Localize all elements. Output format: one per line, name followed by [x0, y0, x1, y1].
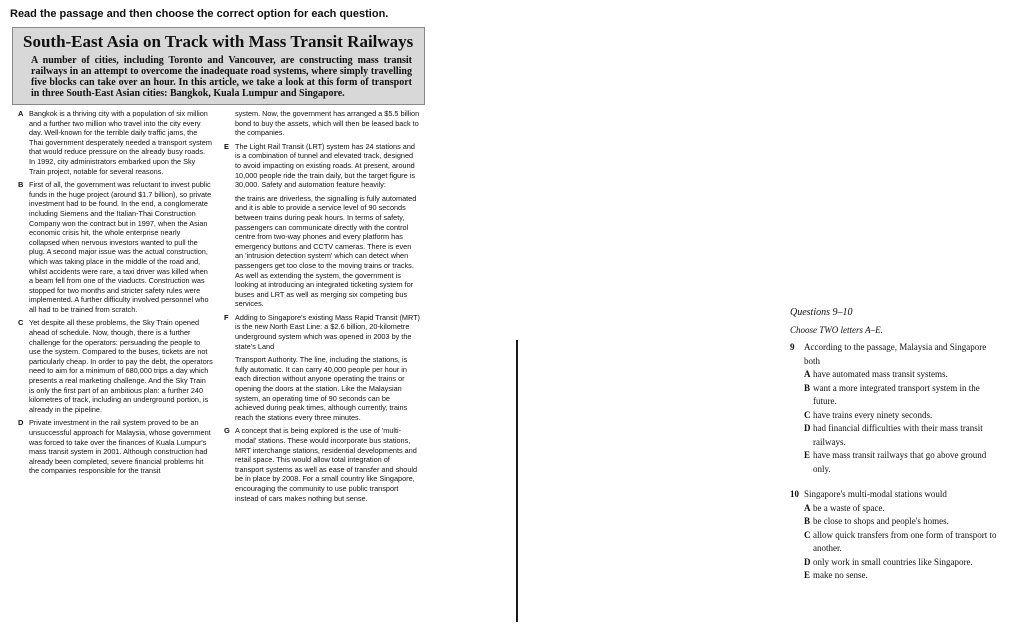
paragraph-letter: E	[224, 141, 230, 151]
paragraph-text: A concept that is being explored is the use of 'multi-modal' stations. These would incorporate bus stations, MRT interchange stations, residential developments and retail space. This would allow total integration of transport systems as well as ease of transfer and should be in place by 2008. For a small country like Singapore, encouraging the community to use public transport instead of cars makes nothing but sense.	[235, 426, 418, 503]
paragraph-c	[18, 318, 213, 414]
article-column-left	[18, 109, 213, 480]
paragraph-text: Adding to Singapore's existing Mass Rapid Transit (MRT) is the new North East Line: a $2.6 billion, 20-kilometre underground system which was opened in 2003 by the state's Land	[235, 312, 420, 351]
questions-heading: Questions 9–10	[790, 307, 853, 318]
paragraph-letter: C	[18, 318, 24, 328]
paragraph-text: Private investment in the rail system proved to be an unsuccessful approach for Malaysia, whose government was forced to take over the finances of Kuala Lumpur's mass transit system in 2001. Although construction had already been completed, severe financial problems hit the companies responsible for the transit	[29, 418, 211, 476]
option-text: have automated mass transit systems.	[813, 369, 948, 379]
instruction-text: Read the passage and then choose the correct option for each question.	[10, 8, 389, 20]
spacer	[790, 476, 1000, 488]
option-text: make no sense.	[813, 570, 868, 580]
article-title: South-East Asia on Track with Mass Transit Railways	[23, 32, 414, 51]
option-text: had financial difficulties with their mass transit railways.	[813, 423, 983, 447]
option-text: allow quick transfers from one form of transport to another.	[813, 529, 997, 553]
paragraph-letter: F	[224, 312, 229, 322]
option-letter: C	[804, 529, 811, 540]
option-9b[interactable]	[790, 382, 1000, 409]
option-10c[interactable]	[790, 529, 1000, 556]
question-text: According to the passage, Malaysia and Singapore both	[804, 342, 987, 366]
paragraph-f-continued: Transport Authority. The line, including the stations, is fully automatic. It can carry 40,000 people per hour in each direction without anyone operating the trains or opening the doors at the station. Like the Malaysian system, an operating time of 90 seconds can be achieved during peak times, although currently, trains reach the stations every three minutes.	[235, 355, 408, 422]
option-letter: E	[804, 570, 811, 580]
paragraph-text: First of all, the government was reluctant to invest public funds in the huge project (around $1.7 billion), so private investment had to be found. In the end, a conglomerate including Siemens and the Italian-Thai Construction Company won the contract but in 1997, when the Asian economic crisis hit, the whole enterprise nearly collapsed when nervous investors wanted to pull the plug. A second major issue was the actual construction, which was taking place in the middle of the road and, whilst accidents were rare, a taxi driver was killed when a beam fell from one of the viaducts. Construction was stopped for two months and stricter safety rules were implemented. A further difficulty involved personnel who all had to be trained from scratch.	[29, 180, 212, 314]
option-10d[interactable]	[790, 556, 1000, 570]
option-9d[interactable]	[790, 422, 1000, 449]
article-column-right	[224, 109, 420, 507]
paragraph-b	[18, 180, 213, 314]
paragraph-d-continued: system. Now, the government has arranged a $5.5 billion bond to buy the assets, which will then be leased back to the companies.	[235, 109, 420, 138]
option-9c[interactable]	[790, 409, 1000, 423]
option-text: be close to shops and people's homes.	[813, 516, 949, 526]
question-number: 10	[790, 489, 799, 499]
paragraph-text: The Light Rail Transit (LRT) system has 24 stations and is a combination of tunnel and elevated track, designed to avoid impacting on existing roads. At present, around 10,000 people ride the train daily, but the target figure is 30,000. Safety and automation feature heavily:	[235, 141, 415, 190]
paragraph-e	[224, 142, 420, 190]
paragraph-text: Yet despite all these problems, the Sky Train opened ahead of schedule. Now, though, there is a further challenge for the operators: persuading the people to use the system. Compared to the buses, tickets are not particularly cheap. In order to pay the debt, the operators need to aim for a minimum of 680,000 trips a day which presents a real marketing challenge. And the Sky Train is only the first part of an ambitious plan: a further 240 kilometres of track, including an underground portion, is already in the pipeline.	[29, 318, 213, 414]
vertical-divider	[516, 340, 518, 622]
article-intro: A number of cities, including Toronto and Vancouver, are constructing mass transit railways in an attempt to overcome the inadequate road systems, where simply travelling five blocks can take over an hour. In this article, we take a look at this form of transport in three South-East Asian cities: Bangkok, Kuala Lumpur and Singapore.	[31, 55, 412, 99]
option-10e[interactable]	[790, 569, 1000, 583]
option-text: want a more integrated transport system in the future.	[813, 382, 980, 406]
option-letter: E	[804, 450, 811, 460]
paragraph-e-continued: the trains are driverless, the signalling is fully automated and it is able to provide a service level of 90 seconds between trains during peak hours. In terms of safety, passengers can communicate directly with the control centre from two-way phones and every platform has emergency buttons and CCTV cameras. There is even an 'intrusion detection system' which can detect when passengers get too close to the moving trains or tracks. As well as extending the system, the government is looking at introducing an integrated ticketing system for buses and LRT as well as merging six competing bus services.	[235, 193, 417, 309]
questions-instruction: Choose TWO letters A–E.	[790, 324, 883, 335]
option-letter: D	[804, 556, 811, 567]
option-letter: A	[804, 502, 811, 513]
paragraph-a	[18, 109, 213, 176]
option-text: only work in small countries like Singapore.	[813, 556, 973, 567]
paragraph-text: Bangkok is a thriving city with a population of six million and a further two million who travel into the city every day. Well-known for the terrible daily traffic jams, the Thai government desperately needed a transport system that would reduce pressure on the already busy roads. In 1992, city administrators embarked upon the Sky Train project, notable for several reasons.	[29, 109, 212, 176]
paragraph-letter: D	[18, 418, 24, 428]
paragraph-f	[224, 313, 420, 351]
option-text: have trains every ninety seconds.	[813, 409, 933, 420]
option-10b[interactable]	[790, 515, 1000, 529]
option-letter: C	[804, 409, 811, 420]
option-9e[interactable]	[790, 449, 1000, 476]
option-10a[interactable]	[790, 502, 1000, 516]
option-letter: D	[804, 423, 811, 433]
question-9	[790, 341, 1000, 368]
option-text: be a waste of space.	[813, 502, 885, 513]
paragraph-letter: B	[18, 180, 24, 190]
option-text: have mass transit railways that go above ground only.	[813, 450, 987, 474]
question-text: Singapore's multi-modal stations would	[804, 489, 947, 499]
paragraph-letter: A	[18, 109, 24, 118]
paragraph-d	[18, 418, 213, 476]
option-9a[interactable]	[790, 368, 1000, 382]
option-letter: B	[804, 382, 811, 393]
article-header	[12, 27, 425, 105]
option-letter: A	[804, 369, 811, 379]
question-10	[790, 488, 1000, 502]
paragraph-g	[224, 426, 420, 503]
option-letter: B	[804, 516, 811, 526]
paragraph-letter: G	[224, 426, 230, 436]
questions-panel	[790, 306, 1000, 583]
question-number: 9	[790, 342, 795, 352]
